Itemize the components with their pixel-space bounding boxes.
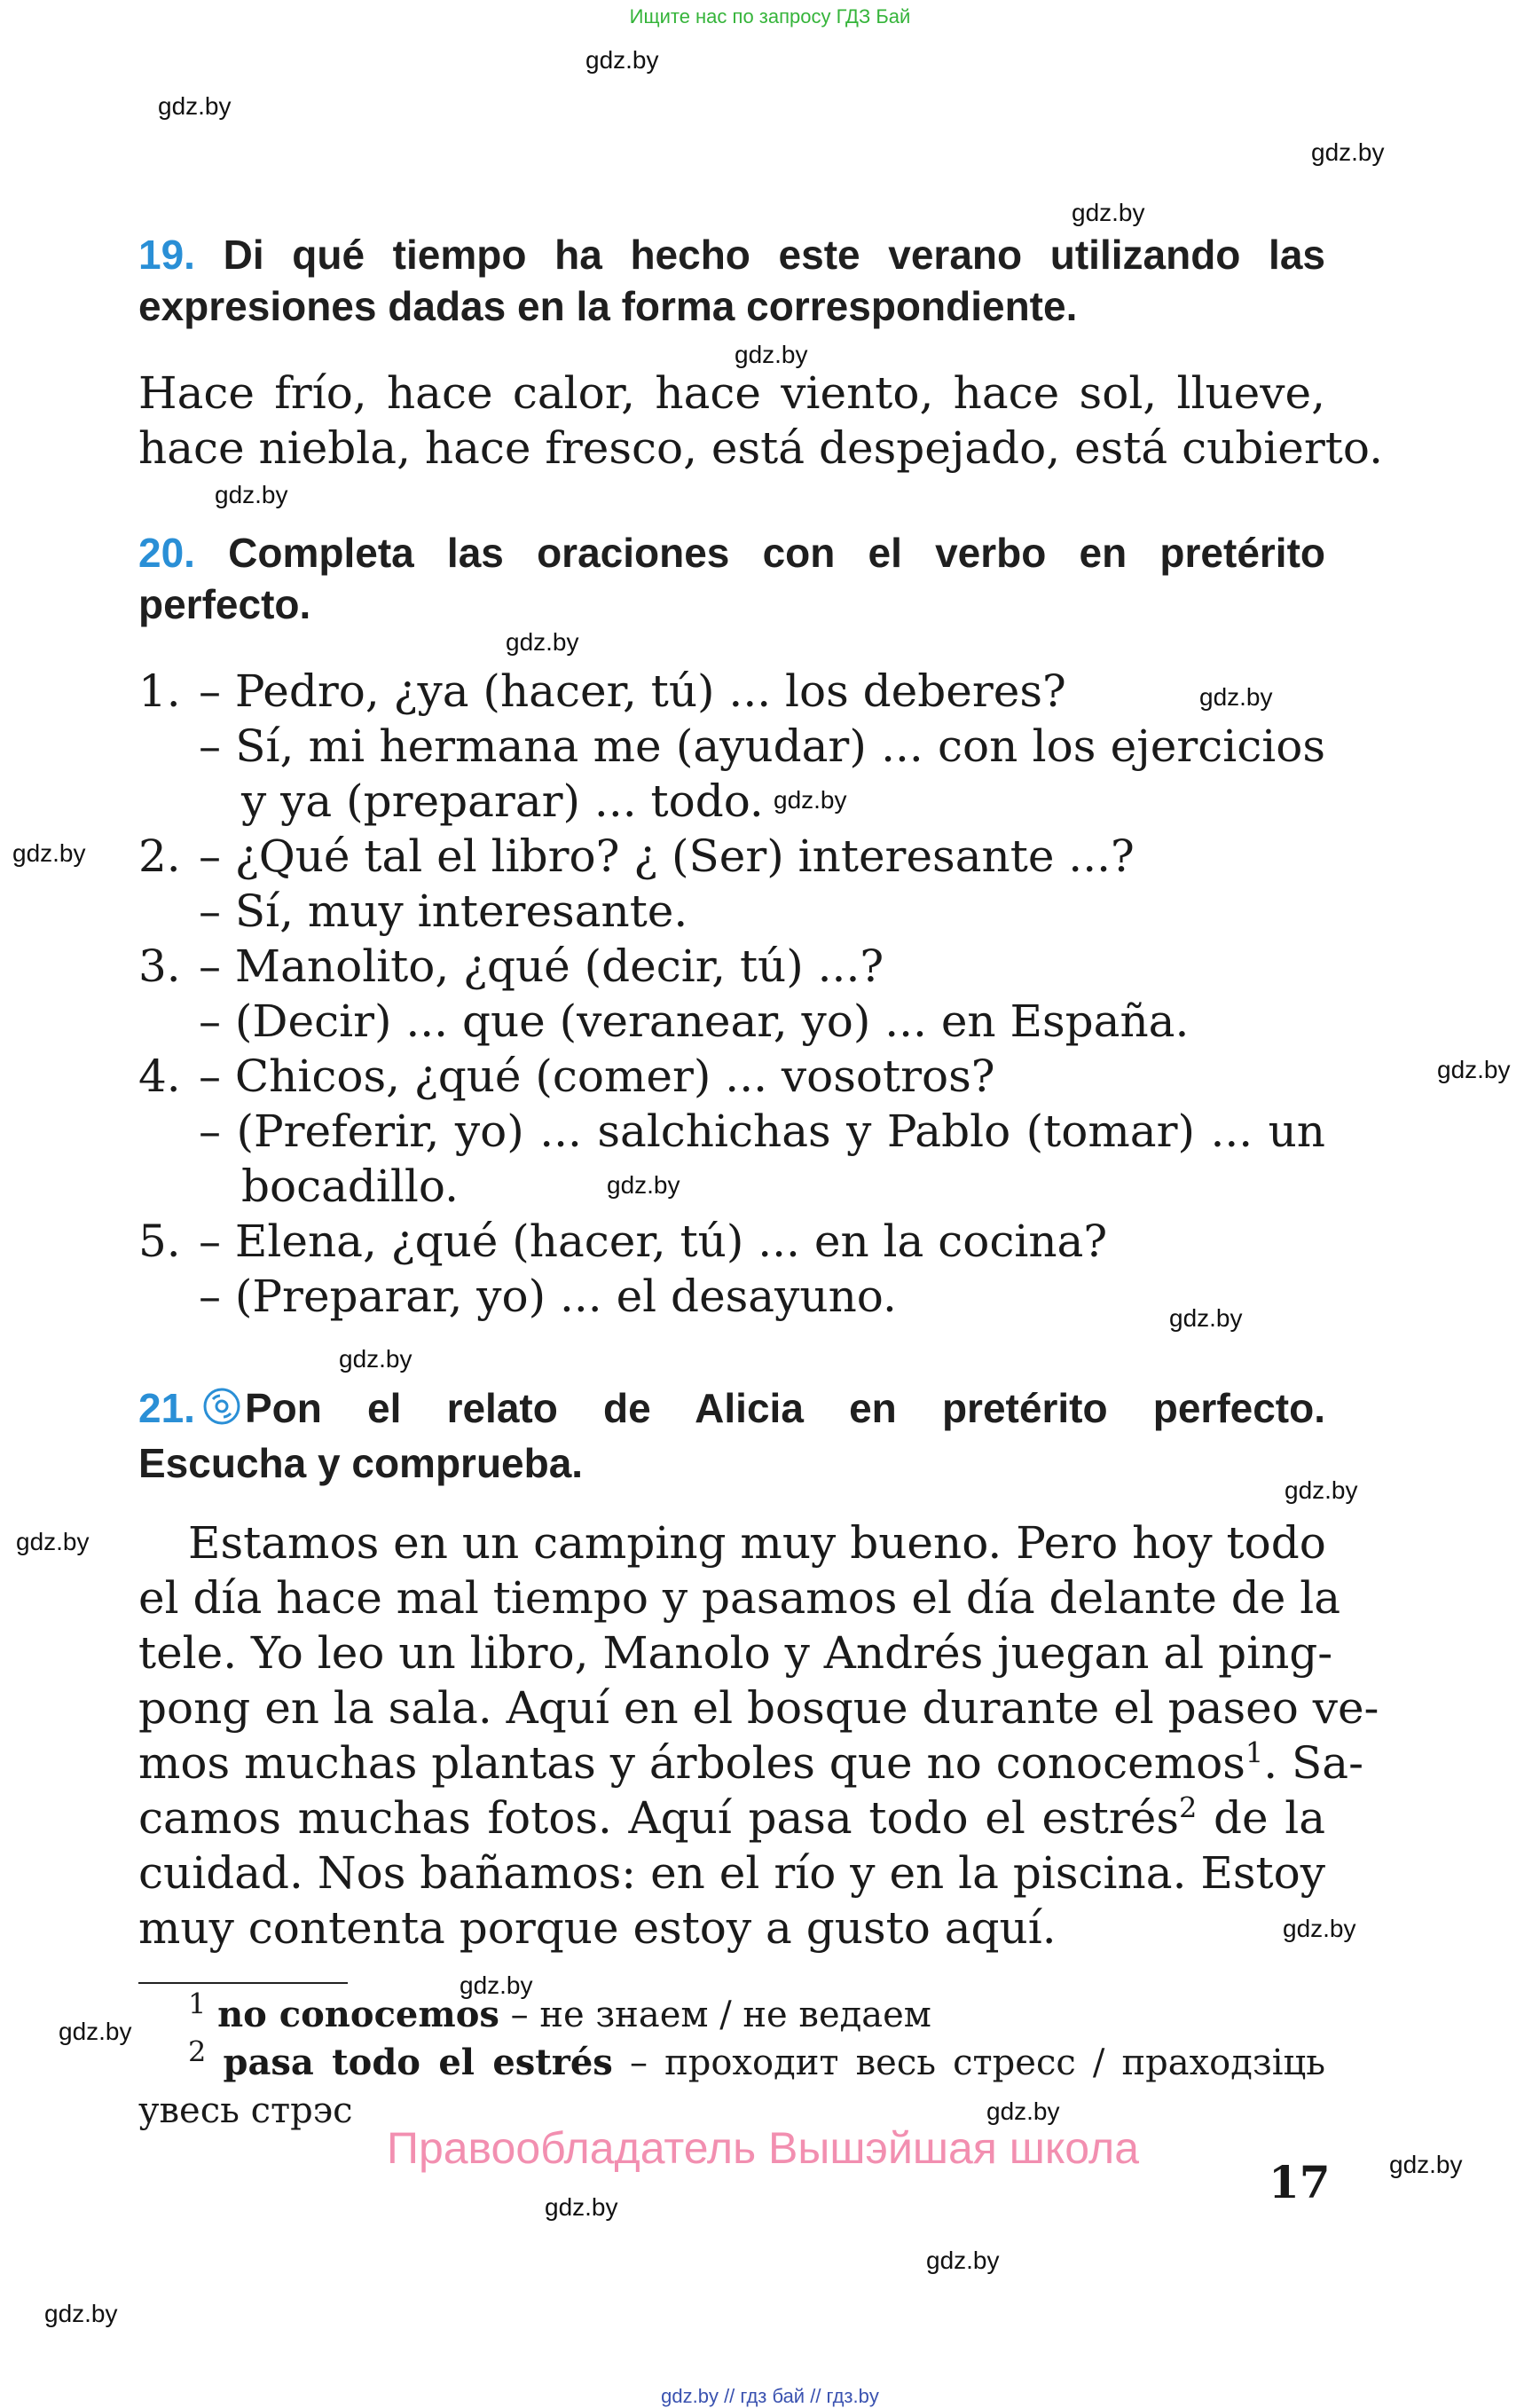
- top-banner: Ищите нас по запросу ГДЗ Бай: [629, 5, 911, 28]
- paragraph-line: muy contenta porque estoy a gusto aquí.: [138, 1902, 1057, 1954]
- dialog-line: – Sí, mi hermana me (ayudar) ... con los ejercicios: [199, 720, 1325, 772]
- bottom-banner: gdz.by // гдз бай // гдз.by: [661, 2385, 879, 2407]
- title-line: Escucha y comprueba.: [138, 1440, 584, 1486]
- dialog-line: y ya (preparar) ... todo.: [241, 775, 764, 827]
- watermark: gdz.by: [545, 2193, 618, 2221]
- paragraph-line: Estamos en un camping muy bueno. Pero hoy todo: [188, 1517, 1326, 1569]
- watermark: gdz.by: [339, 1345, 412, 1373]
- dialog-line: – (Decir) ... que (veranear, yo) ... en España.: [199, 995, 1190, 1047]
- title-line: perfecto.: [138, 581, 311, 627]
- watermark: gdz.by: [44, 2300, 118, 2327]
- watermark: gdz.by: [926, 2247, 1000, 2274]
- exercise-number: 21.: [138, 1385, 195, 1431]
- item-number: 5.: [138, 1216, 181, 1267]
- text-line: hace niebla, hace fresco, está despejado, está cubierto.: [138, 422, 1383, 474]
- title-line: expresiones dadas en la forma correspondiente.: [138, 283, 1078, 329]
- watermark: gdz.by: [215, 481, 288, 508]
- watermark: gdz.by: [158, 92, 232, 120]
- title-line: Completa las oraciones con el verbo en pretérito: [228, 530, 1326, 576]
- exercise-number: 19.: [138, 232, 195, 278]
- footnote-2-continued: увесь стрэс: [138, 2090, 353, 2131]
- watermark: gdz.by: [1169, 1304, 1243, 1332]
- item-number: 2.: [138, 830, 181, 882]
- watermark: gdz.by: [774, 786, 847, 814]
- watermark: gdz.by: [986, 2097, 1060, 2125]
- watermark: gdz.by: [1437, 1056, 1511, 1083]
- footnote-1: $^1$ no conocemos – не знаем / не ведаем: [188, 1987, 931, 2035]
- watermark: gdz.by: [59, 2018, 132, 2045]
- watermark: gdz.by: [1072, 199, 1145, 226]
- watermark: gdz.by: [1283, 1915, 1356, 1942]
- watermark: gdz.by: [1389, 2151, 1463, 2178]
- footnote-divider: [138, 1982, 348, 1984]
- dialog-line: – Manolito, ¿qué (decir, tú) ...?: [199, 940, 884, 992]
- dialog-line: – Elena, ¿qué (hacer, tú) ... en la cocina?: [199, 1216, 1108, 1267]
- page-number: 17: [1269, 2156, 1331, 2208]
- audio-disc-icon[interactable]: [202, 1386, 241, 1437]
- exercise-19-title: [138, 229, 1325, 332]
- text-line: Hace frío, hace calor, hace viento, hace sol, llueve,: [138, 367, 1325, 419]
- watermark: gdz.by: [16, 1528, 90, 1555]
- dialog-line: – Chicos, ¿qué (comer) ... vosotros?: [199, 1051, 995, 1102]
- exercise-20-title: [138, 527, 1325, 630]
- dialog-line: – (Preferir, yo) ... salchichas y Pablo (tomar) ... un: [199, 1106, 1325, 1157]
- dialog-line: – ¿Qué tal el libro? ¿ (Ser) interesante ...?: [199, 830, 1135, 882]
- item-number: 3.: [138, 940, 181, 992]
- exercise-21-title: [138, 1382, 1325, 1489]
- watermark: gdz.by: [1199, 683, 1273, 711]
- title-line: Pon el relato de Alicia en pretérito perfecto.: [244, 1385, 1325, 1431]
- footnote-2: $^2$ pasa todo el estrés – проходит весь стресс / праходзіць: [188, 2034, 1325, 2083]
- paragraph-line: mos muchas plantas y árboles que no conocemos$^1$. Sa-: [138, 1735, 1363, 1789]
- watermark: gdz.by: [585, 46, 659, 74]
- item-number: 4.: [138, 1051, 181, 1102]
- watermark: gdz.by: [460, 1971, 533, 1999]
- watermark: gdz.by: [1311, 138, 1385, 166]
- watermark: gdz.by: [506, 628, 579, 656]
- item-number: 1.: [138, 665, 181, 717]
- watermark: gdz.by: [12, 839, 86, 867]
- watermark: gdz.by: [1285, 1476, 1358, 1504]
- copyright-holder: Правообладатель Вышэйшая школа: [387, 2123, 1139, 2173]
- dialog-line: – Pedro, ¿ya (hacer, tú) ... los deberes?: [199, 665, 1066, 717]
- paragraph-line: camos muchas fotos. Aquí pasa todo el estrés$^2$ de la: [138, 1790, 1326, 1844]
- paragraph-line: pong en la sala. Aquí en el bosque durante el paseo ve-: [138, 1682, 1379, 1734]
- exercise-number: 20.: [138, 530, 195, 576]
- watermark: gdz.by: [735, 341, 808, 368]
- watermark: gdz.by: [607, 1171, 680, 1199]
- title-line: Di qué tiempo ha hecho este verano utilizando las: [223, 232, 1325, 278]
- dialog-line: bocadillo.: [241, 1161, 460, 1212]
- paragraph-line: el día hace mal tiempo y pasamos el día delante de la: [138, 1572, 1341, 1624]
- dialog-line: – (Preparar, yo) ... el desayuno.: [199, 1271, 897, 1322]
- footnote-ref: 1: [1245, 1735, 1264, 1770]
- footnote-ref: 2: [1179, 1790, 1198, 1825]
- paragraph-line: cuidad. Nos bañamos: en el río y en la piscina. Estoy: [138, 1847, 1325, 1899]
- paragraph-line: tele. Yo leo un libro, Manolo y Andrés juegan al ping-: [138, 1627, 1333, 1679]
- dialog-line: – Sí, muy interesante.: [199, 885, 688, 937]
